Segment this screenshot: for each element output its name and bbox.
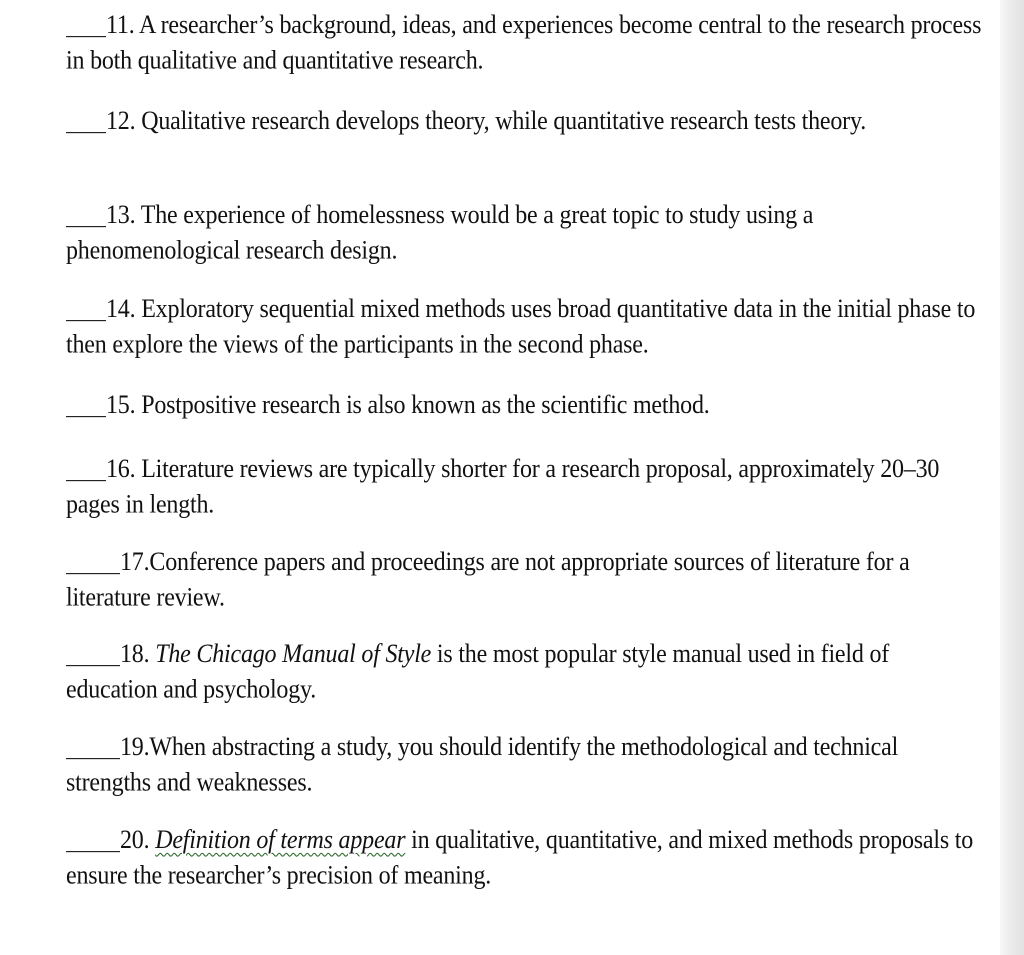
question-text: Qualitative research develops theory, while quantitative research tests theory. (135, 107, 867, 136)
question-number: 20. (120, 826, 150, 855)
question-number: 15. (106, 391, 136, 420)
question-text: Postpositive research is also known as the scientific method. (135, 391, 710, 420)
question-text: A researcher’s background, ideas, and experiences become central to the research process in both qualitative and quantitative research. (66, 11, 982, 75)
question-20 (66, 823, 986, 894)
question-number: 13. (106, 201, 136, 230)
question-text-after: is the most popular style manual used in field of education and psychology. (66, 640, 890, 704)
question-14 (66, 292, 986, 363)
answer-blank[interactable] (66, 827, 120, 852)
question-17 (66, 545, 986, 616)
answer-blank[interactable] (66, 734, 120, 759)
page-edge-shadow (1000, 0, 1024, 955)
question-13 (66, 198, 986, 269)
question-11 (66, 8, 986, 79)
question-text: The experience of homelessness would be a great topic to study using a phenomenological research design. (66, 201, 814, 265)
question-18 (66, 637, 986, 708)
answer-blank[interactable] (66, 108, 106, 133)
answer-blank[interactable] (66, 202, 106, 227)
question-text: When abstracting a study, you should identify the methodological and technical strengths and weaknesses. (66, 733, 899, 797)
answer-blank[interactable] (66, 296, 106, 321)
question-number: 16. (106, 455, 136, 484)
question-number: 12. (106, 107, 136, 136)
question-number: 18. (120, 640, 150, 669)
question-number: 14. (106, 295, 136, 324)
question-number: 19. (120, 733, 150, 762)
question-text: Literature reviews are typically shorter for a research proposal, approximately 20–30 pages in length. (66, 455, 940, 519)
answer-blank[interactable] (66, 549, 120, 574)
question-15 (66, 388, 986, 424)
grammar-flagged-phrase[interactable]: Definition of terms appear (155, 826, 406, 855)
question-text-after: in qualitative, quantitative, and mixed methods proposals to ensure the researcher’s precision of meaning. (66, 826, 974, 890)
book-title: The Chicago Manual of Style (155, 640, 432, 669)
question-text: Exploratory sequential mixed methods uses broad quantitative data in the initial phase to then explore the views of the participants in the second phase. (66, 295, 976, 359)
answer-blank[interactable] (66, 12, 106, 37)
question-number: 11. (106, 11, 135, 40)
answer-blank[interactable] (66, 456, 106, 481)
question-12 (66, 104, 986, 140)
question-16 (66, 452, 986, 523)
answer-blank[interactable] (66, 392, 106, 417)
answer-blank[interactable] (66, 641, 120, 666)
question-19 (66, 730, 986, 801)
question-text: Conference papers and proceedings are not appropriate sources of literature for a literature review. (66, 548, 910, 612)
question-number: 17. (120, 548, 150, 577)
